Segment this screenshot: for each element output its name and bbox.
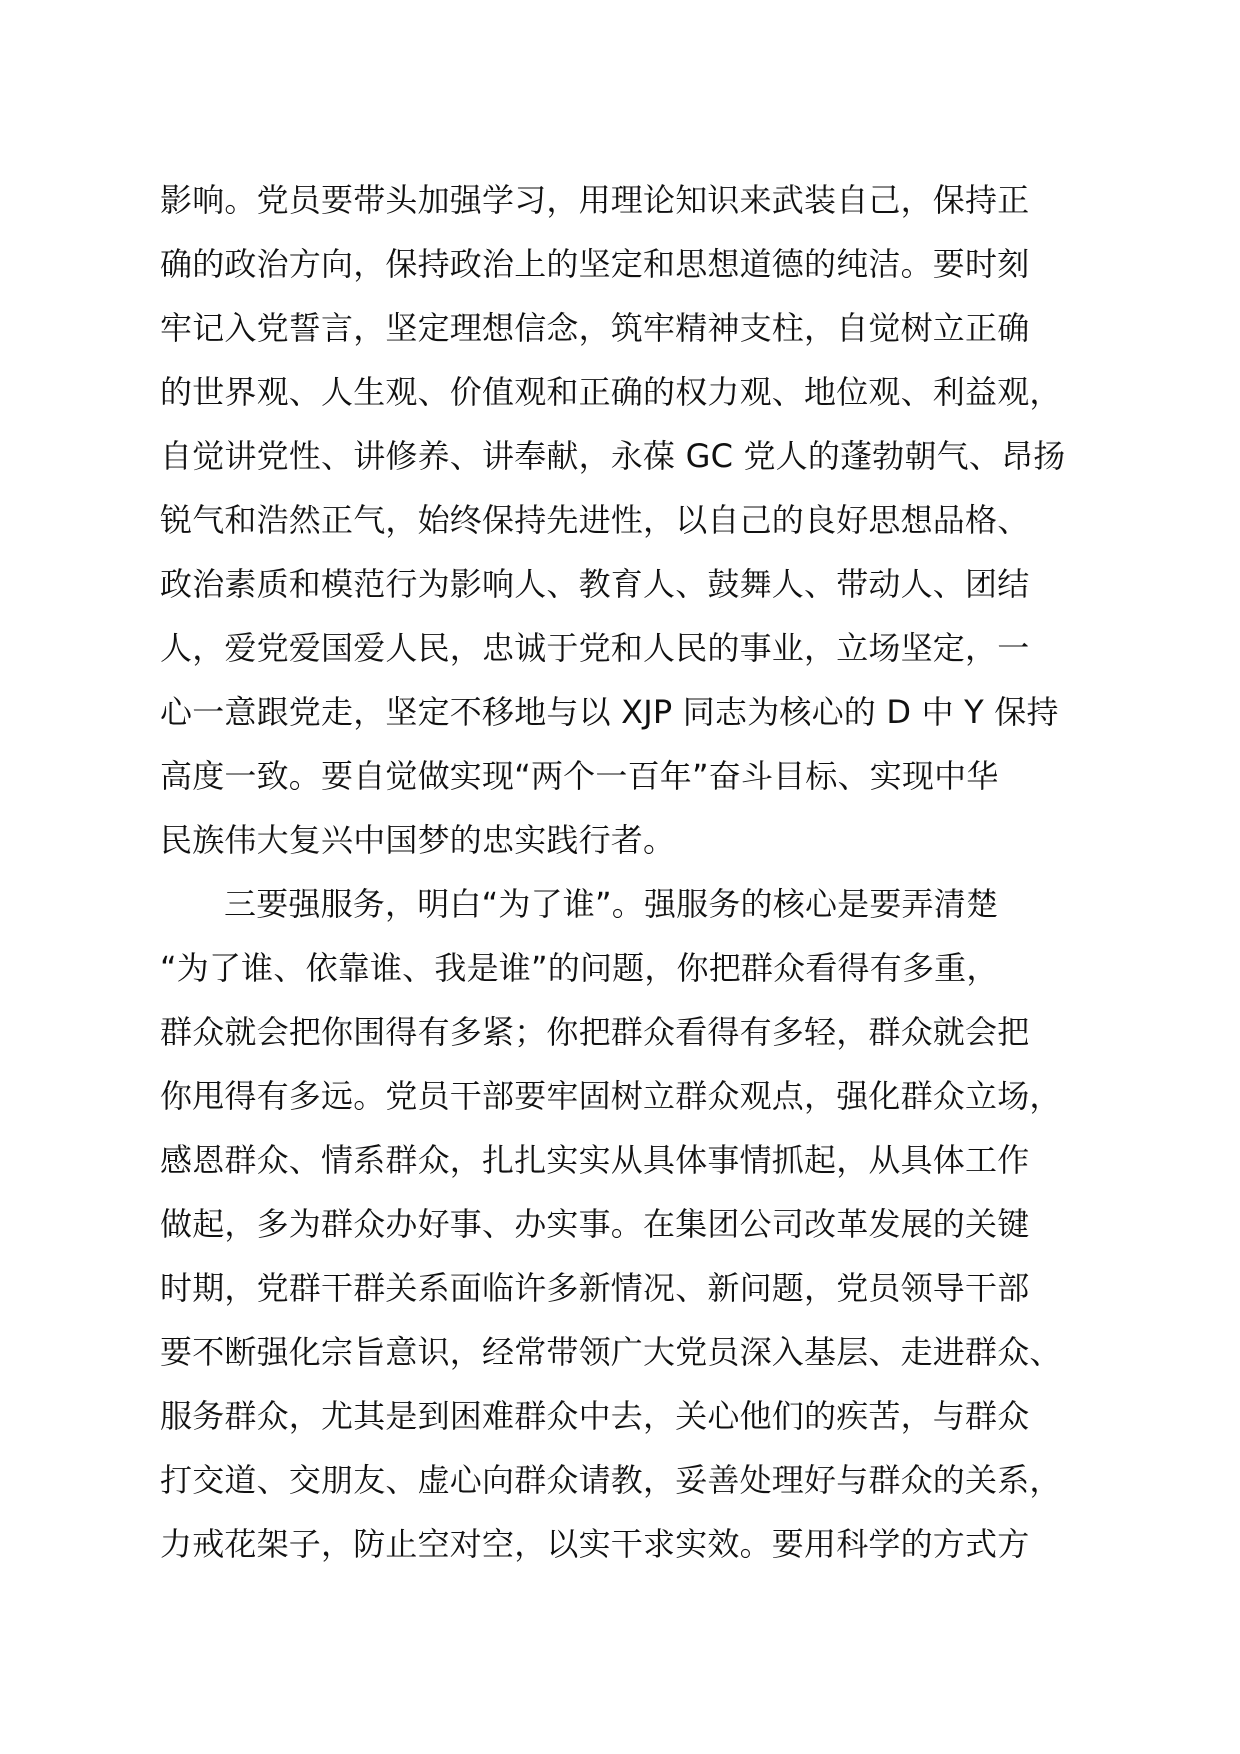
text-line: 群众就会把你围得有多紧；你把群众看得有多轻，群众就会把	[160, 1013, 1030, 1051]
text-line: 你甩得有多远。党员干部要牢固树立群众观点，强化群众立场，	[160, 1077, 1062, 1115]
text-line: 要不断强化宗旨意识，经常带领广大党员深入基层、走进群众、	[160, 1333, 1062, 1371]
text-line: 人，爱党爱国爱人民，忠诚于党和人民的事业，立场坚定，一	[160, 629, 1030, 667]
text-line: 服务群众，尤其是到困难群众中去，关心他们的疾苦，与群众	[160, 1397, 1030, 1435]
text-line: 的世界观、人生观、价值观和正确的权力观、地位观、利益观，	[160, 373, 1062, 411]
text-line: 高度一致。要自觉做实现“两个一百年”奋斗目标、实现中华	[160, 757, 999, 795]
text-line: 政治素质和模范行为影响人、教育人、鼓舞人、带动人、团结	[160, 565, 1030, 603]
text-line: 心一意跟党走，坚定不移地与以 XJP 同志为核心的 D 中 Y 保持	[160, 693, 1059, 731]
text-line: 感恩群众、情系群众，扎扎实实从具体事情抓起，从具体工作	[160, 1141, 1030, 1179]
text-line: 做起，多为群众办好事、办实事。在集团公司改革发展的关键	[160, 1205, 1030, 1243]
text-line: 力戒花架子，防止空对空，以实干求实效。要用科学的方式方	[160, 1525, 1030, 1563]
document-body	[160, 168, 1120, 1576]
text-line: 民族伟大复兴中国梦的忠实践行者。	[160, 821, 676, 859]
text-line: 自觉讲党性、讲修养、讲奉献，永葆 GC 党人的蓬勃朝气、昂扬	[160, 437, 1066, 475]
text-line: 确的政治方向，保持政治上的坚定和思想道德的纯洁。要时刻	[160, 245, 1030, 283]
text-line: 时期，党群干群关系面临许多新情况、新问题，党员领导干部	[160, 1269, 1030, 1307]
text-line: 影响。党员要带头加强学习，用理论知识来武装自己，保持正	[160, 181, 1030, 219]
text-line: 打交道、交朋友、虚心向群众请教，妥善处理好与群众的关系，	[160, 1461, 1062, 1499]
text-line: “为了谁、依靠谁、我是谁”的问题，你把群众看得有多重，	[160, 949, 999, 987]
text-line: 牢记入党誓言，坚定理想信念，筑牢精神支柱，自觉树立正确	[160, 309, 1030, 347]
text-line: 锐气和浩然正气，始终保持先进性，以自己的良好思想品格、	[160, 501, 1030, 539]
paragraph-start-line: 三要强服务，明白“为了谁”。强服务的核心是要弄清楚	[224, 885, 999, 923]
